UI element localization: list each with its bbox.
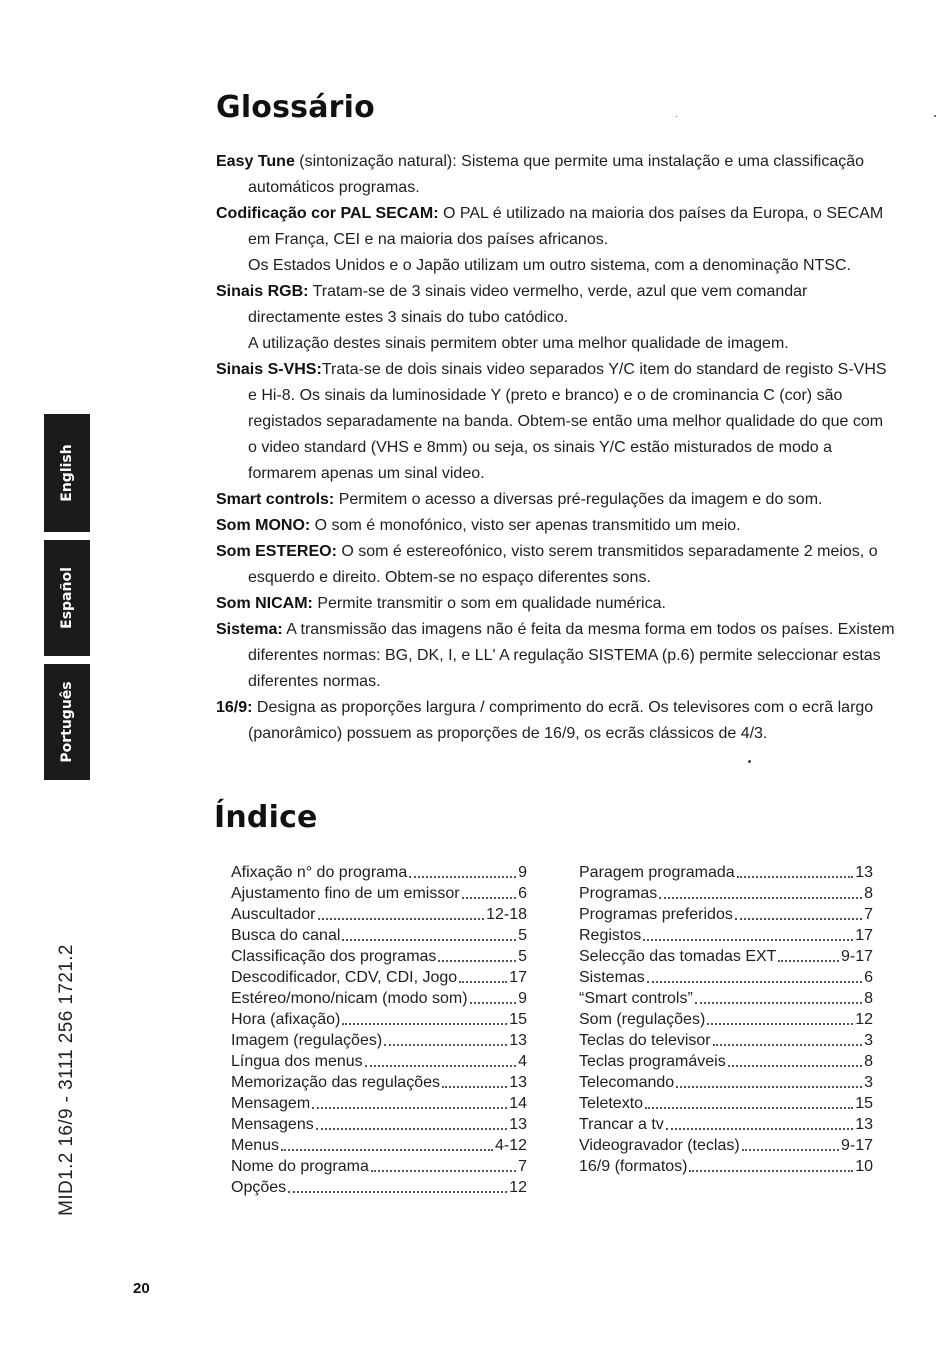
index-entry-label: Mensagem (231, 1095, 311, 1112)
index-entry-label: Afixação n° do programa (231, 864, 408, 881)
index-entry-label: Teclas do televisor (579, 1032, 711, 1049)
dot-leader (470, 1002, 517, 1004)
glossary-definition: O som é estereofónico, visto serem transmitidos separadamente 2 meios, o esquerdo e direito. Obtem-se no espaço diferentes sons. (248, 543, 878, 586)
index-entry (579, 946, 873, 967)
index-entry-page: 9 (518, 990, 527, 1007)
glossary-definition: Permitem o acesso a diversas pré-regulações da imagem e do som. (334, 491, 823, 508)
index-entry-label: Língua dos menus (231, 1053, 363, 1070)
index-entry (231, 1156, 527, 1177)
index-entry-page: 9 (518, 864, 527, 881)
glossary-definition: Designa as proporções largura / comprimento do ecrã. Os televisores com o ecrã largo (panorâmico) possuem as proporções de 16/9, os ecrãs clássicos de 4/3. (248, 699, 874, 742)
index-entry-page: 13 (855, 864, 873, 881)
document-code-text: MID1.2 16/9 - 3111 256 1721.2 (56, 944, 77, 1216)
index-entry-page: 14 (509, 1095, 527, 1112)
dot-leader (312, 1107, 507, 1109)
index-entry-label: Sistemas (579, 969, 645, 986)
index-entry (579, 1114, 873, 1135)
glossary-term: Som ESTEREO: (216, 543, 337, 560)
index-entry (579, 862, 873, 883)
index-entry (579, 988, 873, 1009)
glossary-entry (216, 513, 896, 539)
index-entry-page: 3 (864, 1032, 873, 1049)
index-entry-label: Imagem (regulações) (231, 1032, 383, 1049)
dot-leader (713, 1044, 862, 1046)
dot-leader (707, 1023, 853, 1025)
index-entry (579, 1009, 873, 1030)
glossary-entry (216, 539, 896, 591)
index-entry-page: 4-12 (494, 1137, 527, 1154)
index-entry (579, 883, 873, 904)
index-entry (579, 1051, 873, 1072)
index-entry (231, 1114, 527, 1135)
language-tab-espanol[interactable] (44, 540, 90, 656)
dot-leader (778, 960, 839, 962)
dot-leader (742, 1149, 839, 1151)
index-entry (231, 967, 527, 988)
glossary-entry (216, 201, 896, 253)
scan-speck (748, 760, 751, 763)
index-entry-label: Estéreo/mono/nicam (modo som) (231, 990, 468, 1007)
glossary-definition: Tratam-se de 3 sinais video vermelho, verde, azul que vem comandar directamente estes 3 sinais do tubo catódico. (248, 283, 808, 326)
glossary-entry (216, 487, 896, 513)
glossary-note: Os Estados Unidos e o Japão utilizam um outro sistema, com a denominação NTSC. (248, 257, 851, 274)
glossary-term: Sinais S-VHS: (216, 361, 322, 378)
dot-leader (371, 1170, 516, 1172)
index-entry-page: 5 (518, 948, 527, 965)
glossary-entry (216, 279, 896, 331)
index-entry (579, 1156, 873, 1177)
index-entry-label: Opções (231, 1179, 287, 1196)
index-entry-label: Nome do programa (231, 1158, 369, 1175)
index-entry (579, 1135, 873, 1156)
index-entry-label: Teletexto (579, 1095, 644, 1112)
index-entry-label: Descodificador, CDV, CDI, Jogo (231, 969, 458, 986)
scan-speck (676, 116, 677, 117)
index-entry-label: Videogravador (teclas) (579, 1137, 740, 1154)
index-entry-label: Auscultador (231, 906, 316, 923)
dot-leader (365, 1065, 516, 1067)
index-entry-label: Programas preferidos (579, 906, 733, 923)
glossary-term: Som NICAM: (216, 595, 313, 612)
dot-leader (462, 897, 517, 899)
glossary-term: 16/9: (216, 699, 253, 716)
index-entry-page: 13 (509, 1116, 527, 1133)
index-entry (231, 862, 527, 883)
glossary-definition: (sintonização natural): Sistema que permite uma instalação e uma classificação automáticos programas. (248, 153, 865, 196)
language-tab-label: Español (59, 567, 75, 629)
index-entry-label: Hora (afixação) (231, 1011, 341, 1028)
dot-leader (342, 939, 516, 941)
glossary-term: Sistema: (216, 621, 283, 638)
dot-leader (728, 1065, 862, 1067)
glossary-list (216, 149, 896, 747)
index-entry-label: Busca do canal (231, 927, 341, 944)
index-entry (231, 1093, 527, 1114)
index-entry-page: 15 (855, 1095, 873, 1112)
glossary-definition: Trata-se de dois sinais video separados Y/C item do standard de registo S-VHS e Hi-8. Os sinais da luminosidade Y (preto e branco) e o de crominancia C (cor) são registados separadamente na banda. Obtem-se então uma melhor qualidade do que com o video standard (VHS e 8mm) ou seja, os sinais Y/C estão misturados de modo a formarem apenas um sinal video. (248, 361, 887, 482)
dot-leader (438, 960, 516, 962)
index-entry-label: Telecomando (579, 1074, 675, 1091)
dot-leader (409, 876, 516, 878)
index-entry-label: Registos (579, 927, 642, 944)
index-entry (231, 904, 527, 925)
index-entry (579, 1093, 873, 1114)
index-entry-page: 8 (864, 885, 873, 902)
index-entry (231, 1009, 527, 1030)
dot-leader (647, 981, 862, 983)
index-entry-label: Trancar a tv (579, 1116, 664, 1133)
index-entry-label: Som (regulações) (579, 1011, 706, 1028)
index-entry (231, 1030, 527, 1051)
glossary-term: Som MONO: (216, 517, 311, 534)
page-number: 20 (133, 1280, 150, 1297)
index-entry-page: 17 (855, 927, 873, 944)
dot-leader (643, 939, 853, 941)
language-tab-label: Português (59, 681, 75, 763)
index-entry (579, 904, 873, 925)
index-entry (231, 883, 527, 904)
index-entry-label: Programas (579, 885, 658, 902)
index-entry (579, 925, 873, 946)
dot-leader (735, 918, 862, 920)
glossary-definition: O som é monofónico, visto ser apenas transmitido um meio. (310, 517, 741, 534)
index-entry (231, 1072, 527, 1093)
dot-leader (342, 1023, 507, 1025)
dot-leader (384, 1044, 507, 1046)
glossary-note: A utilização destes sinais permitem obter uma melhor qualidade de imagem. (248, 335, 789, 352)
index-entry-page: 13 (509, 1074, 527, 1091)
index-title: Índice (214, 800, 318, 835)
index-entry (231, 946, 527, 967)
glossary-entry (216, 357, 896, 487)
index-entry (579, 1072, 873, 1093)
index-entry-page: 6 (864, 969, 873, 986)
dot-leader (689, 1170, 853, 1172)
index-entry (231, 988, 527, 1009)
index-entry-label: Classificação dos programas (231, 948, 437, 965)
index-entry-label: Paragem programada (579, 864, 735, 881)
index-entry-page: 13 (855, 1116, 873, 1133)
glossary-entry (216, 591, 896, 617)
index-entry-label: Menus (231, 1137, 280, 1154)
index-entry-label: Mensagens (231, 1116, 314, 1133)
glossary-term: Easy Tune (216, 153, 295, 170)
dot-leader (666, 1128, 853, 1130)
index-entry-page: 9-17 (840, 948, 873, 965)
dot-leader (676, 1086, 862, 1088)
index-entry-page: 4 (518, 1053, 527, 1070)
dot-leader (281, 1149, 493, 1151)
index-entry-page: 6 (518, 885, 527, 902)
index-entry (231, 1051, 527, 1072)
index-entry (231, 925, 527, 946)
index-entry-page: 8 (864, 990, 873, 1007)
index-entry-page: 10 (855, 1158, 873, 1175)
dot-leader (442, 1086, 507, 1088)
dot-leader (316, 1128, 507, 1130)
scan-speck (934, 115, 936, 117)
glossary-term: Smart controls: (216, 491, 335, 508)
glossary-entry (216, 617, 896, 695)
language-tab-label: English (59, 444, 75, 502)
index-entry-label: Memorização das regulações (231, 1074, 440, 1091)
index-entry-page: 17 (509, 969, 527, 986)
index-entry-label: Teclas programáveis (579, 1053, 726, 1070)
glossary-title: Glossário (216, 90, 375, 125)
index-entry-page: 7 (864, 906, 873, 923)
language-tab-english[interactable] (44, 414, 90, 532)
document-code (42, 944, 92, 1216)
glossary-definition: A transmissão das imagens não é feita da mesma forma em todos os países. Existem diferentes normas: BG, DK, I, e LL' A regulação SISTEMA (p.6) permite seleccionar estas diferentes normas. (248, 621, 895, 690)
glossary-entry (216, 695, 896, 747)
dot-leader (645, 1107, 853, 1109)
dot-leader (737, 876, 854, 878)
dot-leader (318, 918, 485, 920)
index-entry-page: 9-17 (840, 1137, 873, 1154)
index-entry-page: 3 (864, 1074, 873, 1091)
glossary-term: Codificação cor PAL SECAM: (216, 205, 439, 222)
index-column-right (579, 862, 873, 1177)
glossary-entry (216, 149, 896, 201)
dot-leader (459, 981, 507, 983)
index-entry (231, 1135, 527, 1156)
dot-leader (695, 1002, 862, 1004)
index-entry (231, 1177, 527, 1198)
index-entry (579, 1030, 873, 1051)
dot-leader (659, 897, 862, 899)
glossary-definition: Permite transmitir o som em qualidade numérica. (312, 595, 666, 612)
index-entry-label: Selecção das tomadas EXT (579, 948, 777, 965)
dot-leader (288, 1191, 507, 1193)
index-entry-page: 5 (518, 927, 527, 944)
index-entry-page: 15 (509, 1011, 527, 1028)
index-entry-page: 13 (509, 1032, 527, 1049)
glossary-definition: O PAL é utilizado na maioria dos países da Europa, o SECAM em França, CEI e na maioria dos países africanos. (248, 205, 884, 248)
glossary-term: Sinais RGB: (216, 283, 309, 300)
index-entry-page: 12 (855, 1011, 873, 1028)
language-tab-portugues[interactable] (44, 664, 90, 780)
index-entry-page: 12-18 (486, 906, 527, 923)
index-entry-label: 16/9 (formatos) (579, 1158, 688, 1175)
index-entry-page: 12 (509, 1179, 527, 1196)
index-column-left (231, 862, 527, 1198)
index-entry-label: “Smart controls” (579, 990, 693, 1007)
index-entry-label: Ajustamento fino de um emissor (231, 885, 460, 902)
index-entry (579, 967, 873, 988)
index-entry-page: 8 (864, 1053, 873, 1070)
index-entry-page: 7 (518, 1158, 527, 1175)
